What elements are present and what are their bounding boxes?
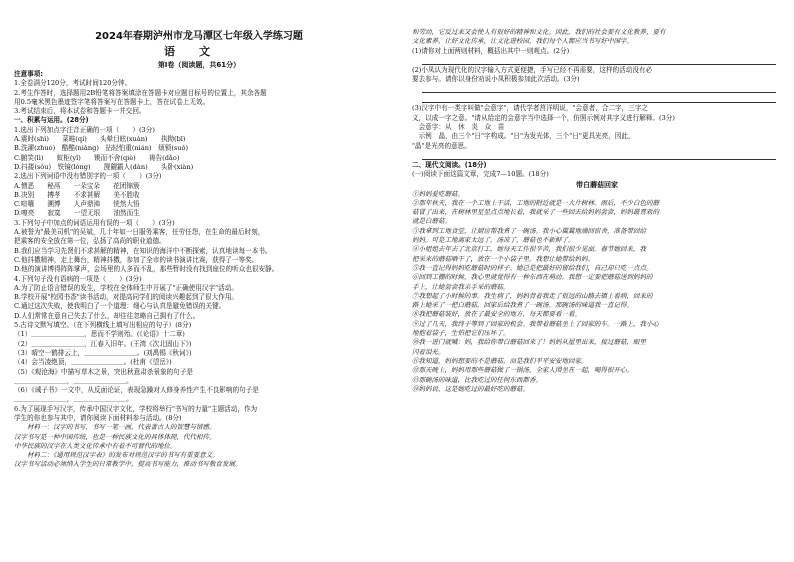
passage-line: 要去参与。请你以身份劝说小凤积极参加此次活动。(3分) bbox=[412, 75, 580, 84]
passage-line: ⑬那碗汤的味道，比我吃过的任何东西都香。 bbox=[412, 375, 542, 384]
question-line: （2）＿＿＿＿＿＿＿＿，江春入旧年。(王湾《次北固山下》) bbox=[14, 339, 192, 348]
question-line: D.抖搂(sǒu) 铁镜(lóng) 觊觎霸人(dàn) 头卧(xiàn) bbox=[14, 162, 194, 171]
passage-line: 妈妈。可是工地离家太远了，汤凉了，蘑菇也不新鲜了。 bbox=[412, 236, 575, 245]
question-line: 材料二：《通用规范汉字表》的发布对规范汉字的书写有重要意义。 bbox=[14, 451, 219, 460]
part-heading: 第Ⅰ卷（阅读题，共61分） bbox=[157, 61, 241, 69]
note-line: 1.全卷满分120分，考试时间120分钟。 bbox=[14, 79, 132, 88]
question-line: B.洗濯(zhuó) 酷酷(niàng) 拈轻怕重(nián) 烦锁(suǒ) bbox=[14, 144, 189, 153]
right-column bbox=[412, 0, 782, 562]
question-line: 2.选出下列词语中没有错别字的一项（ ）(3分) bbox=[14, 172, 162, 181]
question-line: A.憎恶 秘鬲 一朵宝朵 花团锦簇 bbox=[14, 181, 140, 190]
note-line: 用0.5毫米黑色墨迹签字笔将答案写在答题卡上，答在试卷上无效。 bbox=[14, 97, 210, 106]
question-line: C.他抖擞精神，走上舞台，精神抖擞，参加了全市的读书演讲比赛，获得了一等奖。 bbox=[14, 255, 259, 264]
passage-line: 二、现代文阅读。(18分) bbox=[412, 160, 487, 169]
passage-line: ⑩我一进门就喊：妈，我给你带白蘑菇回来了！妈妈从屋里出来，接过蘑菇，眼里 bbox=[412, 338, 646, 347]
question-line: （1）＿＿＿＿＿＿＿＿，思而不学则殆。(《论语》十二章) bbox=[14, 330, 185, 339]
passage-line: 示例 晶，由三个"日"字构成。"日"为发光体，三个"日"更具光亮，因此， bbox=[412, 132, 635, 141]
question-line: D.嘹亮 寂寞 一望无垠 油然而生 bbox=[14, 209, 140, 218]
passage-line: (1)请你对上面两则材料，概括出其中一则观点。(2分) bbox=[412, 46, 570, 55]
answer-line bbox=[422, 151, 776, 160]
question-line: ＿＿＿＿＿＿＿＿，＿＿＿＿＿＿＿＿。 bbox=[14, 395, 133, 404]
passage-line: ⑤我一直记得妈妈吃蘑菇时的样子。她总是把最好的留给我们，自己却只吃一点点。 bbox=[412, 263, 653, 272]
question-line: （3）晴空一鹤排云上，＿＿＿＿＿＿＿＿。(刘禹锡《秋词》) bbox=[14, 348, 192, 357]
passage-line: ①妈妈爱吃蘑菇。 bbox=[412, 189, 464, 198]
question-line: C.通过这次失败，使我明白了一个道理：细心与认真是避免错误的关键。 bbox=[14, 302, 226, 311]
question-line: C.喧嚷 溯博 人声鼎沸 恍然大悟 bbox=[14, 200, 140, 209]
right-question-list bbox=[412, 28, 782, 394]
passage-line: ⑫那天晚上，妈妈用那些蘑菇做了一锅汤，全家人围坐在一起，喝得很开心。 bbox=[412, 366, 633, 375]
passage-line: 菇冒了出来，在树林里星星点点地长着，我就采了一些回去给妈妈尝尝，妈妈最喜欢的 bbox=[412, 208, 659, 217]
passage-line: ⑨过了几天，我终于等到了回家的机会。我带着蘑菇坐上了回家的车。一路上，我小心 bbox=[412, 319, 659, 328]
note-line: 3.考试结束后，将本试卷和答题卡一并交回。 bbox=[14, 107, 146, 116]
question-line: D.人们常常在意自己失去了什么，却往往忽略自己拥有了什么。 bbox=[14, 311, 200, 320]
question-line: 4.下列句子没有语病的一项是（ ）(3分) bbox=[14, 274, 142, 283]
passage-line: ⑭妈妈说，这是她吃过的最好吃的蘑菇。 bbox=[412, 384, 529, 393]
question-line: A.震时(shì) 菜畦(qí) 头晕目眩(xuàn) 执拗(bī) bbox=[14, 135, 186, 144]
passage-line: ③我拿到工地食堂，让厨房帮我煮了一碗汤。我小心翼翼地端回宿舍，准备带回给 bbox=[412, 226, 646, 235]
note-line: 2.考生作答时，选择题用2B铅笔将答案填涂在答题卡对应题目标号的位置上，其余各题 bbox=[14, 88, 267, 97]
question-line: 把乘客的安全放在第一位，弘扬了高尚的职业道德。 bbox=[14, 237, 166, 246]
question-line: B.我们应当学习先贤们不求甚解的精神，在知识的海洋中不断探索，认真地读每一本书。 bbox=[14, 246, 272, 255]
passage-line: 地抱着袋子，生怕把它们压坏了。 bbox=[412, 329, 510, 338]
question-line: B.决别 搏孝 不求甚解 美不胜收 bbox=[14, 190, 140, 199]
exam-subject: 语文 bbox=[164, 45, 234, 58]
passage-line: 闪着泪光。 bbox=[412, 347, 445, 356]
question-line: C.腑笑(lì) 蚁柜(yǐ) 锲而不舍(qiè) 祷告(dǎo) bbox=[14, 153, 180, 162]
passage-line: 和劳动，它反过来又会使人有很好的精神和文化。因此，我们的社会要有文化教养，要有 bbox=[412, 28, 666, 36]
passage-line: 路上她采了一把白蘑菇，回家后给我煮了一碗汤。那碗汤的味道我一直记得。 bbox=[412, 301, 633, 310]
passage-line: ⑪我知道，妈妈想要的不是蘑菇，而是我们平平安安地回家。 bbox=[412, 356, 588, 365]
question-line: A.为了防止语言错误的发生，学校在全体师生中开展了"正确使用汉字"活动。 bbox=[14, 283, 238, 292]
question-line: （4）会当凌绝顶，＿＿＿＿＿＿＿＿。(杜甫《望岳》) bbox=[14, 358, 172, 367]
passage-line: 会意字：从 休 炎 众 苗 bbox=[412, 123, 505, 132]
question-line: ＿＿＿＿＿＿＿＿，＿＿＿＿＿＿＿＿。 bbox=[14, 376, 133, 385]
question-line: 1.选出下列加点字注音正确的一项（ ）(3分) bbox=[14, 125, 155, 134]
question-line: 5.古诗文默写填空。（在下列横线上填写出相应的句子）(8分) bbox=[14, 321, 192, 330]
passage-line: ④小姐姐去年去了北京打工，她每天工作很辛苦，我们很少见面。春节她回来，我 bbox=[412, 245, 646, 254]
passage-line: "晶"是光亮的意思。 bbox=[412, 141, 471, 150]
answer-line bbox=[422, 94, 776, 103]
question-line: A.被誉为"最美司机"的吴斌，几十年如一日服务乘客，任劳任怨，在生命的最后时刻， bbox=[14, 228, 265, 237]
left-question-list bbox=[14, 116, 384, 469]
answer-line bbox=[422, 84, 776, 93]
question-line: 6.为了展现手写汉字，传承中国汉字文化，学校将举行"书写的力量"主题活动，作为 bbox=[14, 404, 258, 413]
exam-title: 2024年春期泸州市龙马潭区七年级入学练习题 bbox=[95, 31, 303, 42]
question-line: D.他的演讲博得阵阵掌声，会场里的人多而不乱，那些暂时没有找到座位的听众也很安静。 bbox=[14, 265, 279, 274]
passage-line: (3)汉字中有一类字叫做"会意字"，请代学者莒洋明说，"会意者，合二字，三字之 bbox=[412, 104, 649, 113]
question-line: （6）《诫子书》一文中，从反面论证，表现急躁对人修身养性产生不良影响的句子是 bbox=[14, 386, 259, 395]
passage-line: ⑦我想起了小时候的事。我生病了，妈妈背着我走了很远的山路去镇上看病，回来的 bbox=[412, 291, 653, 300]
passage-line: (2)小凤认为现代化的汉字输入方式更便捷，手写已经不再需要，这样的活动没有必 bbox=[412, 65, 653, 74]
passage-line: 手上，让她尝尝我亲手采的蘑菇。 bbox=[412, 282, 510, 291]
answer-line bbox=[422, 56, 776, 65]
question-line: （5）《观沧海》中描写草木之景，突出秋意肃杀景象的句子是 bbox=[14, 367, 193, 376]
passage-line: ②那年秋天，我在一个工地上干活，工地的附近就是一大片树林。雨后，不少白色的蘑 bbox=[412, 198, 659, 207]
note-line: 注意事项: bbox=[14, 70, 44, 78]
passage-line: (一)阅读下面这篇文章，完成7—10题。(18分) bbox=[412, 170, 549, 179]
passage-line: 就是白蘑菇。 bbox=[412, 217, 451, 226]
question-line: 一、积累与运用。(28分) bbox=[14, 116, 89, 125]
passage-line: 义，以成一字之意。"请从给定的会意字当中选择一个，仿照示例对其字义进行解释。(3分) bbox=[412, 113, 675, 122]
question-line: B.学校开展"校园书香"读书活动，对提高同学们的阅读兴趣起到了很大作用。 bbox=[14, 293, 239, 302]
question-line: 汉字书写活动必须纳入学生的日常教学中，提高书写能力，推动书写教育发展。 bbox=[14, 460, 242, 469]
exam-notes bbox=[14, 70, 384, 116]
question-line: 中华民族的汉字在人类文化传承中有着不可替代的地位。 bbox=[14, 441, 177, 450]
passage-line: ⑥回到工棚的时候，我心里就觉得有一种东西在萌动。我想一定要把蘑菇送到妈妈的 bbox=[412, 273, 653, 282]
question-line: 材料一：汉字的书写，书写一笔一画，代表著古人的智慧与情感。 bbox=[14, 423, 216, 432]
passage-line: 文化素养，让好文化传承，让文化进校园，我们每个人都应当书写好中国字。 bbox=[412, 37, 633, 46]
passage-line: 把采来的蘑菇晒干了，放在一个小袋子里。我想让她带给妈妈。 bbox=[412, 254, 594, 263]
question-line: 汉字书写是一种中国传统，也是一种民族文化的具体体现，代代相传。 bbox=[14, 432, 216, 441]
left-column bbox=[14, 0, 384, 562]
passage-line: ⑧我把蘑菇装好，放在了最安全的地方，每天都要看一看。 bbox=[412, 310, 581, 319]
question-line: 3.下列句子中加点的词语运用有误的一项（ ）(3分) bbox=[14, 218, 175, 227]
question-line: 学生的你也参与其中，请你阅读下面材料参与活动。(8分) bbox=[14, 413, 182, 422]
passage-line: 带白蘑菇回家 bbox=[576, 180, 618, 189]
